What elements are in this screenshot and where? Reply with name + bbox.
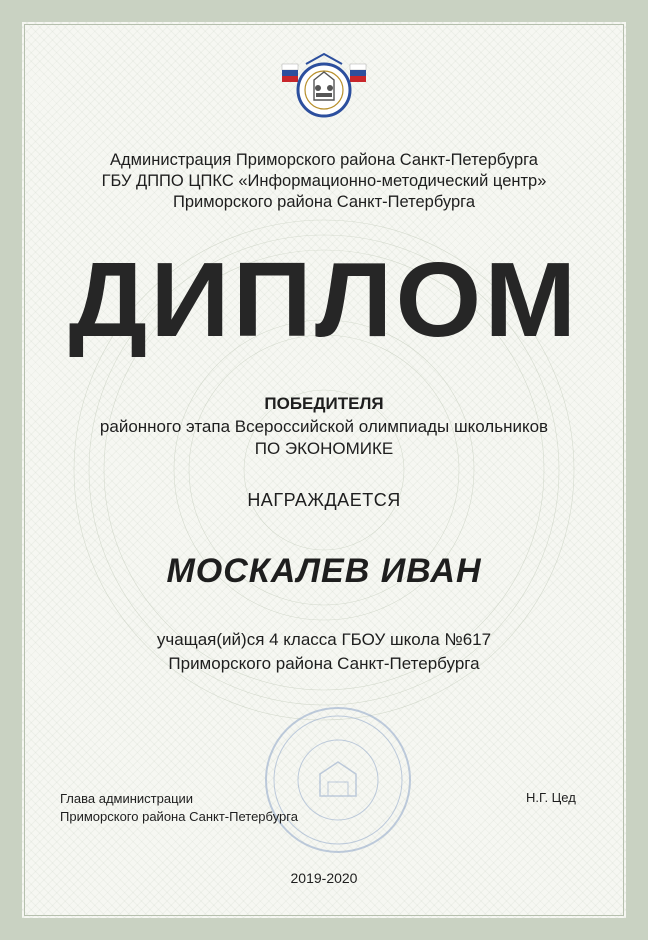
org-line-2: ГБУ ДППО ЦПКС «Информационно-методический центр»: [101, 172, 547, 190]
signature-position-line-2: Приморского района Санкт-Петербурга: [60, 809, 298, 824]
diploma-title: ДИПЛОМ: [68, 241, 580, 359]
school-line-2: Приморского района Санкт-Петербурга: [168, 654, 480, 673]
signer-name: Н.Г. Цед: [526, 790, 576, 805]
award-description: [0, 416, 648, 460]
school-line-1: учащая(ий)ся 4 класса ГБОУ школа №617: [156, 630, 492, 649]
awarded-label: НАГРАЖДАЕТСЯ: [247, 490, 401, 510]
recipient-school: [0, 628, 648, 676]
org-line-1: Администрация Приморского района Санкт-Петербурга: [110, 151, 538, 169]
olympiad-logo: [278, 50, 370, 128]
org-line-3: Приморского района Санкт-Петербурга: [172, 193, 476, 211]
official-stamp: [258, 700, 418, 860]
recipient-name: МОСКАЛЕВ ИВАН: [166, 552, 482, 590]
signature-position: [60, 790, 298, 826]
award-subject: ПО ЭКОНОМИКЕ: [254, 439, 394, 458]
award-winner-label: ПОБЕДИТЕЛЯ: [264, 394, 384, 413]
academic-year: 2019-2020: [290, 870, 358, 886]
signature-position-line-1: Глава администрации: [60, 791, 194, 806]
organization-header: [0, 150, 648, 213]
award-stage: районного этапа Всероссийской олимпиады школьников: [99, 417, 549, 436]
